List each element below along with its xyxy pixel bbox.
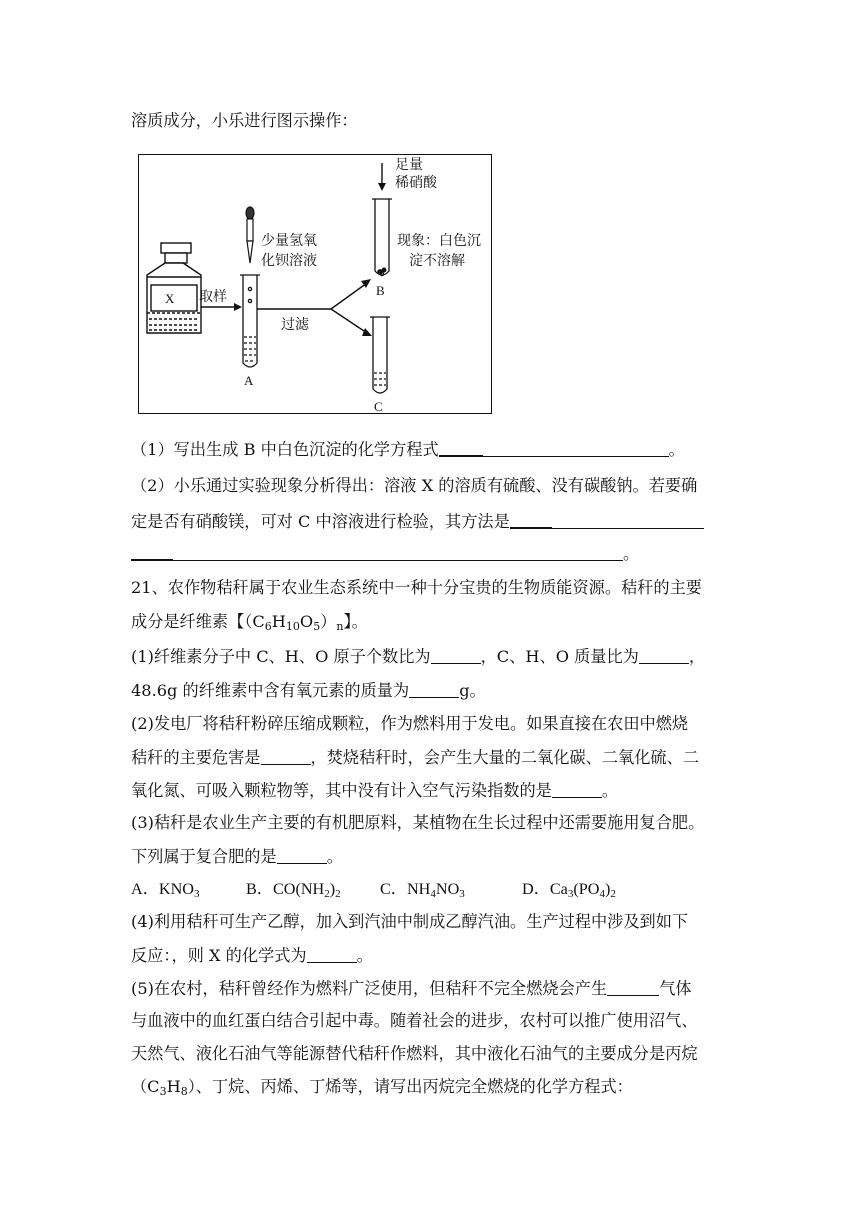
subscript: 2	[324, 888, 330, 900]
subscript: 2	[335, 888, 341, 900]
punctuation: 。	[601, 781, 619, 800]
intro-text: 溶质成分，小乐进行图示操作：	[131, 111, 358, 130]
reagent-top-line2: 稀硝酸	[395, 175, 437, 191]
subscript: 5	[313, 620, 321, 633]
q21-options	[131, 878, 616, 900]
reagent-bottle	[147, 243, 201, 333]
q21-line2	[131, 611, 368, 633]
sampling-label: 取样	[199, 289, 227, 305]
punctuation: ，	[688, 647, 706, 666]
option-text: C．NH	[380, 880, 431, 898]
dropper	[246, 207, 254, 263]
option-text: )	[604, 880, 611, 898]
test-tube-b	[372, 199, 392, 276]
answer-blank[interactable]	[409, 679, 459, 698]
question-text: ，焚烧秸秆时，会产生大量的二氧化碳、二氧化硫、二	[310, 748, 699, 767]
observation-line1: 现象：白色沉	[397, 233, 481, 249]
question-text: H	[166, 1077, 181, 1096]
q21-sub4-line2	[131, 944, 373, 967]
formula-text: ）	[320, 612, 337, 631]
subscript: n	[336, 620, 344, 633]
tube-b-label: B	[376, 283, 385, 298]
option-d[interactable]	[522, 878, 616, 900]
q21-sub4-line1: (4)利用秸秆可生产乙醇，加入到汽油中制成乙醇汽油。生产过程中涉及到如下	[131, 912, 689, 931]
punctuation: 。	[326, 847, 343, 866]
answer-blank[interactable]	[277, 845, 327, 864]
option-c[interactable]	[380, 878, 522, 900]
arrow-to-b	[331, 283, 367, 309]
answer-blank[interactable]	[307, 944, 357, 963]
q21-sub5-line1	[131, 977, 692, 1000]
tube-c-label: C	[374, 399, 383, 414]
punctuation: 。	[668, 440, 685, 459]
q21-sub3-line2	[131, 845, 343, 868]
arrowhead-to-c	[362, 328, 372, 336]
q21-sub2-line2	[131, 746, 699, 769]
subscript: 3	[459, 888, 465, 900]
sampling-arrowhead	[234, 303, 242, 311]
bottle-label: X	[165, 291, 175, 306]
subscript: 3	[193, 888, 200, 900]
answer-blank[interactable]	[131, 541, 173, 561]
acid-arrowhead	[378, 183, 386, 191]
subscript: 3	[159, 1085, 167, 1098]
option-text: B．CO(NH	[246, 880, 325, 898]
answer-blank[interactable]	[261, 746, 311, 765]
reagent-a-line1: 少量氢氧	[261, 233, 317, 249]
subscript: 6	[264, 620, 272, 633]
arrow-to-c	[331, 309, 367, 333]
punctuation: 。	[356, 946, 373, 965]
formula-text: H	[271, 612, 286, 631]
question-text: 下列属于复合肥的是	[131, 847, 277, 866]
answer-blank[interactable]	[483, 438, 669, 457]
q21-sub5-line4	[131, 1076, 633, 1098]
answer-blank[interactable]	[510, 509, 552, 529]
q21-sub1-line1	[131, 645, 705, 668]
formula-text: O	[299, 612, 314, 631]
q21-sub5-line2: 与血液中的血红蛋白结合引起中毒。随着社会的进步，农村可以推广使用沼气、	[131, 1011, 698, 1030]
subscript: 4	[430, 888, 436, 900]
q21-sub2-line3	[131, 779, 618, 802]
q21-sub5-line3: 天然气、液化石油气等能源替代秸秆作燃料，其中液化石油气的主要成分是丙烷	[131, 1044, 698, 1063]
answer-blank[interactable]	[439, 437, 483, 457]
question-text: 气体	[659, 979, 692, 998]
observation-line2: 淀不溶解	[409, 253, 465, 269]
q21-sub1-line2	[131, 679, 486, 702]
test-tube-a	[240, 275, 260, 367]
answer-blank[interactable]	[639, 645, 689, 664]
filter-label: 过滤	[281, 317, 309, 333]
answer-blank[interactable]	[607, 977, 659, 996]
answer-blank[interactable]	[431, 645, 481, 664]
option-text: )	[329, 880, 336, 898]
q20-part1-text: （1）写出生成 B 中白色沉淀的化学方程式	[131, 440, 439, 459]
question-text: ）、丁烷、丙烯、丁烯等，请写出丙烷完全燃烧的化学方程式：	[187, 1077, 633, 1096]
answer-blank[interactable]	[173, 542, 623, 561]
q21-sub2-line1: (2)发电厂将秸秆粉碎压缩成颗粒，作为燃料用于发电。如果直接在农田中燃烧	[131, 714, 689, 733]
answer-blank[interactable]	[552, 779, 602, 798]
question-text: (5)在农村，秸秆曾经作为燃料广泛使用，但秸秆不完全燃烧会产生	[131, 979, 608, 998]
question-text: (1)纤维素分子中 C、H、O 原子个数比为	[131, 647, 431, 666]
subscript: 2	[610, 888, 616, 900]
q21-sub3-line1: (3)秸秆是农业生产主要的有机肥原料，某植物在生长过程中还需要施用复合肥。	[131, 813, 705, 832]
q20-part1	[131, 437, 685, 461]
experiment-diagram	[139, 155, 493, 415]
subscript: 3	[567, 888, 574, 900]
option-text: D．Ca	[522, 880, 568, 898]
option-text: NO	[435, 880, 460, 898]
subscript: 10	[285, 620, 300, 633]
test-tube-c	[370, 317, 390, 393]
tube-a-label: A	[244, 373, 254, 388]
question-text: 反应：，则 X 的化学式为	[131, 946, 307, 965]
q20-part2-text: 定是否有硝酸镁，可对 C 中溶液进行检验，其方法是	[131, 512, 510, 531]
experiment-figure	[138, 154, 492, 414]
reagent-a-line2: 化钡溶液	[261, 253, 317, 269]
question-text: 48.6g 的纤维素中含有氧元素的质量为	[131, 681, 410, 700]
option-a[interactable]	[131, 878, 246, 900]
option-text: A．KNO	[131, 880, 194, 898]
punctuation: 。	[623, 544, 640, 563]
formula-text: 】。	[343, 612, 368, 631]
q20-part2-line1: （2）小乐通过实验现象分析得出：溶液 X 的溶质有硫酸、没有碳酸钠。若要确	[131, 476, 698, 495]
subscript: 4	[599, 888, 605, 900]
question-text: ，C、H、O 质量比为	[480, 647, 639, 666]
q20-part2-line3	[131, 541, 639, 565]
option-text: (PO	[573, 880, 600, 898]
answer-blank[interactable]	[552, 510, 704, 529]
q21-formula-text: 成分是纤维素【（C	[131, 612, 265, 631]
q20-part2-line2	[131, 509, 704, 533]
q21-line1: 21、农作物秸秆属于农业生态系统中一种十分宝贵的生物质能资源。秸秆的主要	[131, 578, 702, 597]
question-text: 氧化氮、可吸入颗粒物等，其中没有计入空气污染指数的是	[131, 781, 552, 800]
question-text: （C	[131, 1077, 160, 1096]
question-text: g。	[459, 681, 486, 700]
option-b[interactable]	[246, 878, 380, 900]
reagent-top-line1: 足量	[395, 157, 423, 173]
question-text: 秸秆的主要危害是	[131, 748, 261, 767]
subscript: 8	[180, 1085, 188, 1098]
